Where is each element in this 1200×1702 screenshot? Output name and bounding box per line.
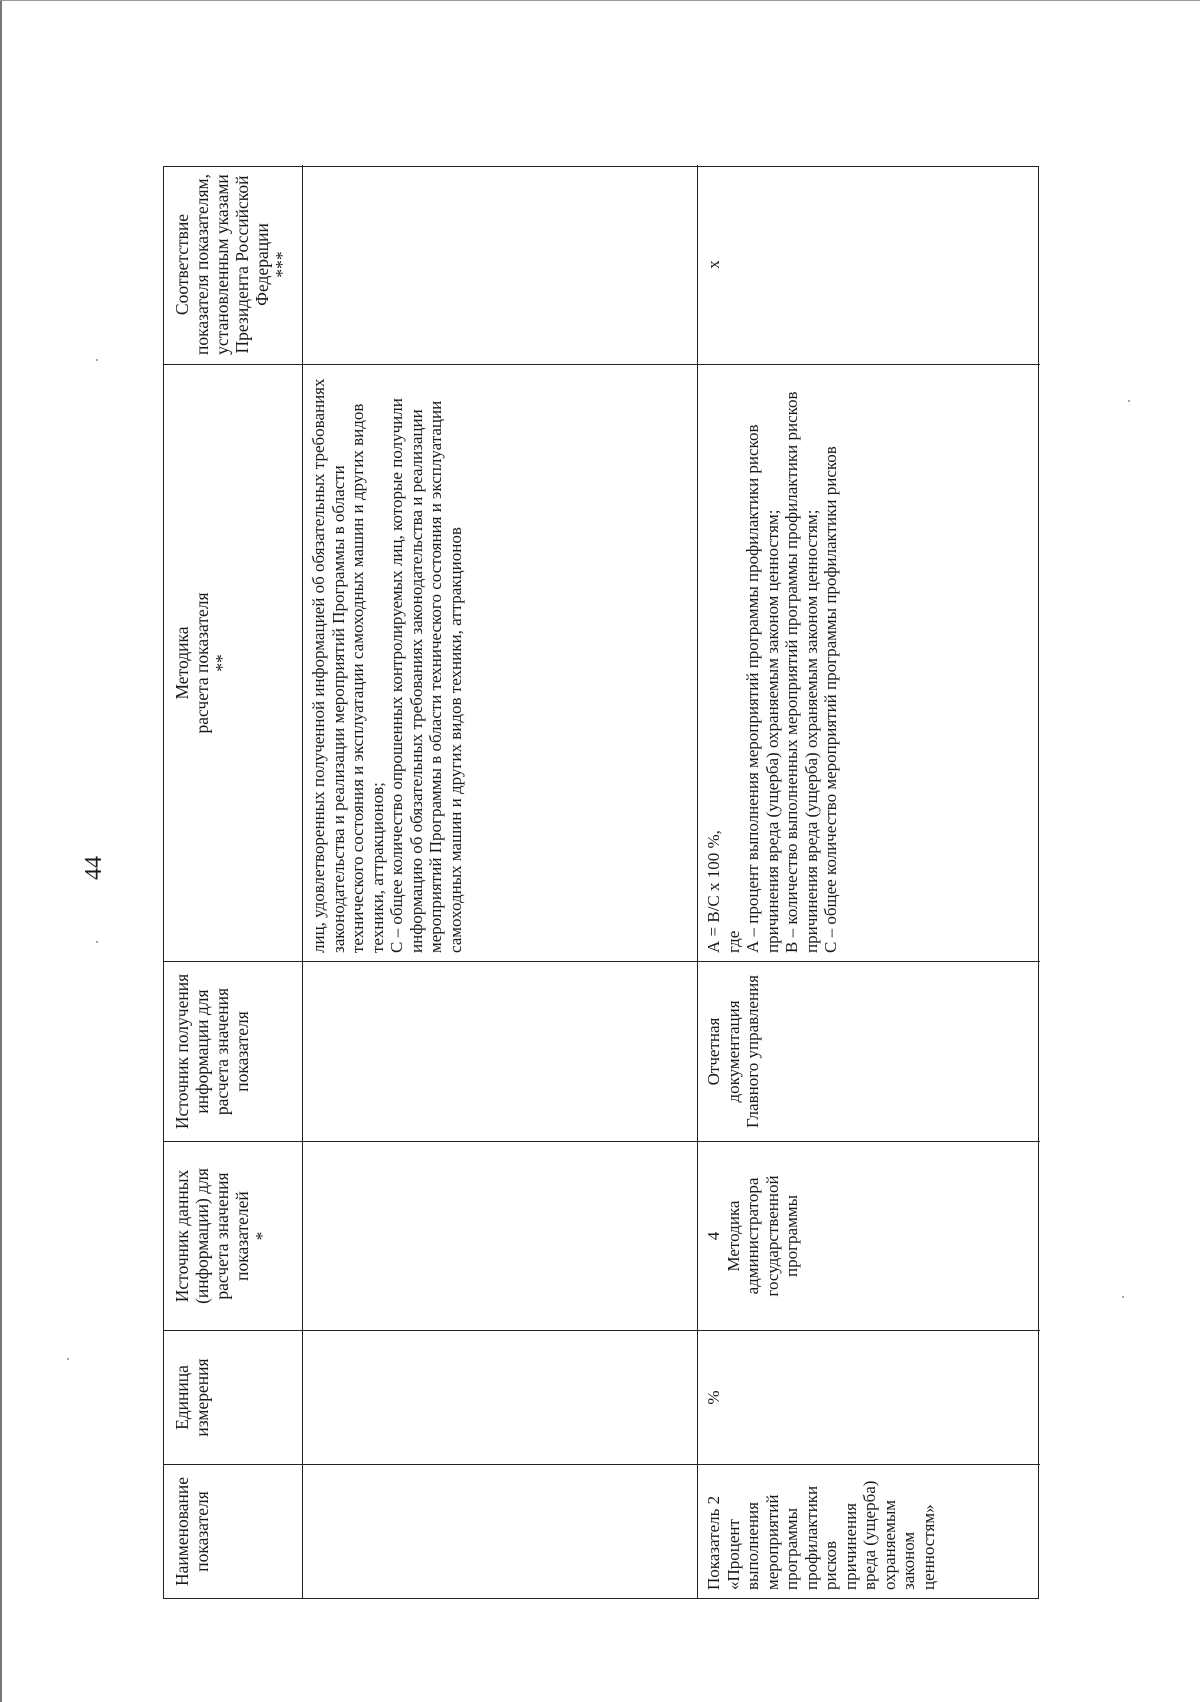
header-unit: Единица измерения [164, 1330, 303, 1464]
row1-unit [303, 1330, 698, 1464]
row1-name [303, 1464, 698, 1598]
header-indicator-name: Наименование показателя [164, 1464, 303, 1598]
indicator-table [163, 166, 1039, 1599]
row2-method: А = В/С х 100 %, где А – процент выполнения мероприятий программы профилактики рисков причинения вреда (ущерба) охраняемым законом ценностям; В – количество выполненных мероприятий программы профилактики рисков причинения вреда (ущерба) охраняемым законом ценностям; С – общее количество мероприятий программы профилактики рисков [698, 364, 1040, 961]
header-compliance: Соответствие показателя показателям, установленным указами Президента Российской Федерации *** [164, 165, 303, 364]
row2-name: Показатель 2 «Процент выполнения мероприятий программы профилактики рисков причинения вреда (ущерба) охраняемым законом ценностям» [698, 1464, 1040, 1598]
header-method: Методика расчета показателя ** [164, 364, 303, 961]
page-number: 44 [81, 856, 107, 880]
row1-compliance [303, 165, 698, 364]
header-info-source: Источник получения информации для расчета значения показателя [164, 961, 303, 1141]
row1-method: лиц, удовлетворенных полученной информацией об обязательных требованиях законодательства и реализации мероприятий Программы в области технического состояния и эксплуатации самоходных машин и других видов техники, аттракционов; С – общее количество опрошенных контролируемых лиц, которые получили информацию об обязательных требованиях законодательства и реализации мероприятий Программы в области технического состояния и эксплуатации самоходных машин и других видов техники, аттракционов [303, 364, 698, 961]
row2-info-source: Отчетная документация Главного управления [698, 961, 1040, 1141]
row1-data-source [303, 1141, 698, 1330]
row1-info-source [303, 961, 698, 1141]
row2-data-source: 4 Методика администратора государственной программы [698, 1141, 1040, 1330]
header-data-source: Источник данных (информации) для расчета значения показателей * [164, 1141, 303, 1330]
row2-compliance: х [704, 260, 723, 269]
row2-unit: % [698, 1330, 1040, 1464]
